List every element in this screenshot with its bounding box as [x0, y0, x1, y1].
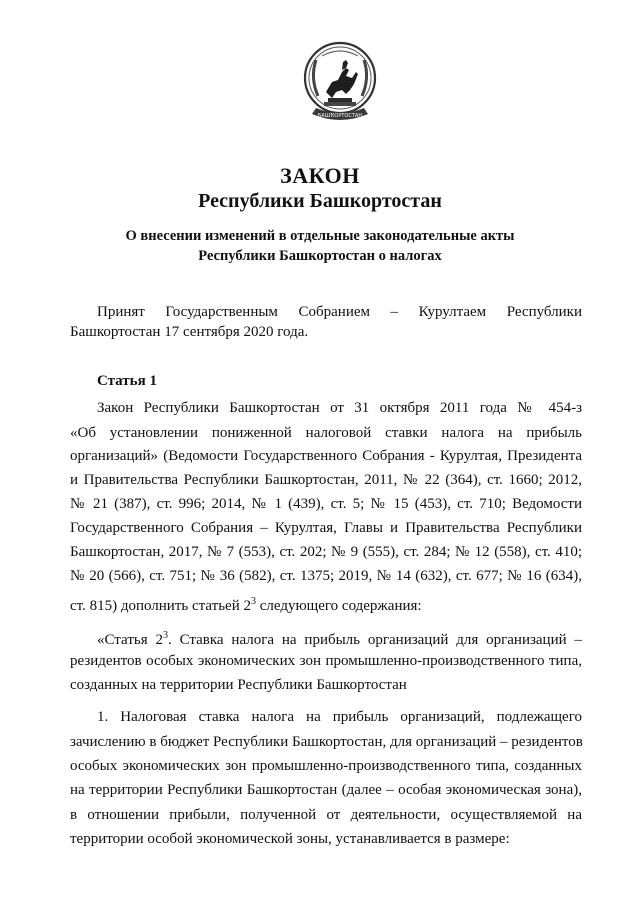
quote-title-line — [97, 626, 582, 650]
text-fragment: следующего содержания: — [255, 598, 422, 614]
paragraph-line: № 21 (387), ст. 996; 2014, № 1 (439), ст. 5; № 15 (453), ст. 710; Ведомости — [70, 496, 582, 512]
quote-title-line: созданных на территории Республики Башкортостан — [70, 677, 407, 693]
paragraph-line: Башкортостан, 2017, № 7 (553), ст. 202; № 9 (555), ст. 284; № 12 (558), ст. 410; — [70, 544, 582, 560]
item-line: территории особой экономической зоны, устанавливается в размере: — [70, 831, 510, 847]
paragraph-line — [70, 592, 582, 616]
paragraph-line: Закон Республики Башкортостан от 31 октября 2011 года № 454-з — [97, 400, 582, 416]
subtitle-line: Республики Башкортостан о налогах — [198, 248, 442, 264]
item-line: особых экономических зон промышленно-производственного типа, созданных — [70, 758, 582, 774]
paragraph-line: организаций» (Ведомости Государственного Собрания - Курултая, Президента — [70, 448, 582, 464]
subtitle-line: О внесении изменений в отдельные законодательные акты — [125, 228, 515, 244]
paragraph-line: «Об установлении пониженной налоговой ставки налога на прибыль — [70, 425, 582, 441]
item-line: 1. Налоговая ставка налога на прибыль организаций, подлежащего — [97, 709, 582, 725]
coat-of-arms-emblem — [302, 32, 378, 132]
document-title: ЗАКОН — [280, 163, 360, 188]
paragraph-line: Государственного Собрания – Курултая, Главы и Правительства Республики — [70, 520, 582, 536]
item-line: в отношении прибыли, полученной от деятельности, осуществляемой на — [70, 807, 582, 823]
quote-title-line: резидентов особых экономических зон промышленно-производственного типа, — [70, 653, 582, 669]
superscript: 3 — [162, 630, 168, 641]
text-fragment: . Ставка налога на прибыль организаций для организаций – — [167, 632, 582, 648]
paragraph-line: и Правительства Республики Башкортостан, 2011, № 22 (364), ст. 1660; 2012, — [70, 472, 582, 488]
item-line: на территории Республики Башкортостан (далее – особая экономическая зона), — [70, 782, 582, 798]
emblem-caption: БАШҠОРТОСТАН — [317, 113, 363, 119]
adoption-line: Принят Государственным Собранием – Курултаем Республики — [97, 304, 582, 320]
item-line: зачислению в бюджет Республики Башкортостан, для организаций – резидентов — [70, 734, 583, 750]
article-heading: Статья 1 — [97, 373, 157, 389]
paragraph-line: № 20 (566), ст. 751; № 36 (582), ст. 1375; 2019, № 14 (632), ст. 677; № 16 (634), — [70, 568, 582, 584]
text-fragment: «Статья 2 — [97, 632, 163, 648]
document-subtitle — [0, 226, 640, 266]
superscript: 3 — [250, 596, 256, 607]
text-fragment: ст. 815) дополнить статьей 2 — [70, 598, 251, 614]
adoption-line: Башкортостан 17 сентября 2020 года. — [70, 324, 309, 340]
document-title-republic: Республики Башкортостан — [198, 190, 442, 212]
